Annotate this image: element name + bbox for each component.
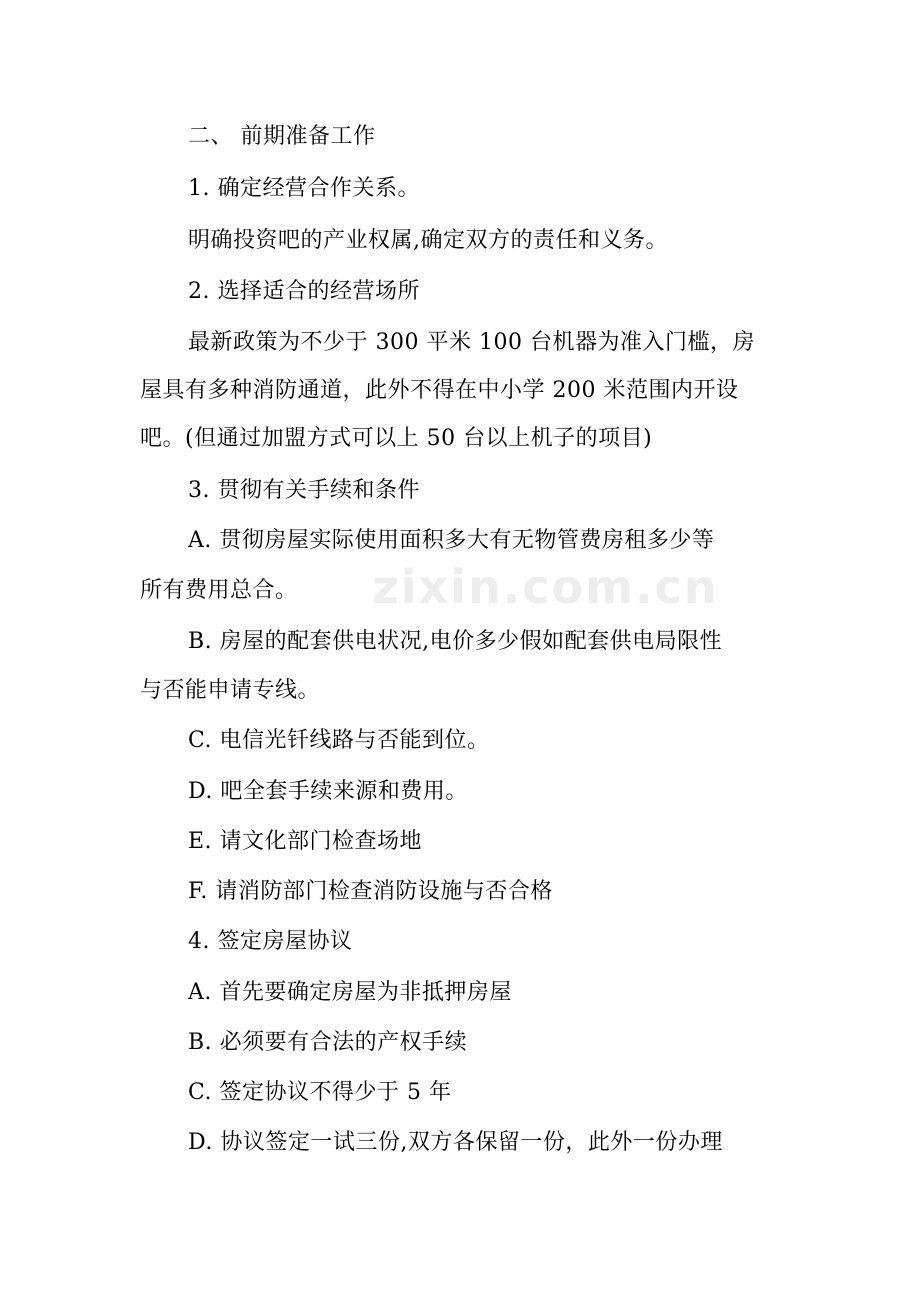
item-heading: 2. 选择适合的经营场所 (188, 279, 420, 304)
section-heading: 二、 前期准备工作 (188, 124, 376, 149)
list-item: D. 协议签定一试三份,双方各保留一份，此外一份办理 (188, 1130, 723, 1155)
list-item-continuation: 与否能申请专线。 (140, 678, 321, 703)
paragraph-line: 屋具有多种消防通道，此外不得在中小学 200 米范围内开设 (140, 378, 739, 403)
item-heading: 4. 签定房屋协议 (188, 929, 353, 954)
paragraph-line: 吧。(但通过加盟方式可以上 50 台以上机子的项目) (140, 426, 653, 451)
paragraph-line: 明确投资吧的产业权属,确定双方的责任和义务。 (188, 228, 668, 253)
list-item: B. 房屋的配套供电状况,电价多少假如配套供电局限性 (188, 629, 723, 654)
list-item: A. 贯彻房屋实际使用面积多大有无物管费房租多少等 (188, 528, 715, 553)
list-item: B. 必须要有合法的产权手续 (188, 1030, 468, 1055)
item-heading: 1. 确定经营合作关系。 (188, 176, 420, 201)
list-item-continuation: 所有费用总合。 (140, 578, 298, 603)
item-heading: 3. 贯彻有关手续和条件 (188, 478, 420, 503)
list-item: F. 请消防部门检查消防设施与否合格 (188, 879, 553, 904)
list-item: C. 签定协议不得少于 5 年 (188, 1080, 452, 1105)
list-item: E. 请文化部门检查场地 (188, 829, 423, 854)
paragraph-line: 最新政策为不少于 300 平米 100 台机器为准入门槛，房 (188, 330, 755, 355)
list-item: C. 电信光钎线路与否能到位。 (188, 728, 490, 753)
list-item: D. 吧全套手续来源和费用。 (188, 779, 468, 804)
watermark: zixin.com.cn (372, 560, 719, 614)
list-item: A. 首先要确定房屋为非抵押房屋 (188, 980, 512, 1005)
